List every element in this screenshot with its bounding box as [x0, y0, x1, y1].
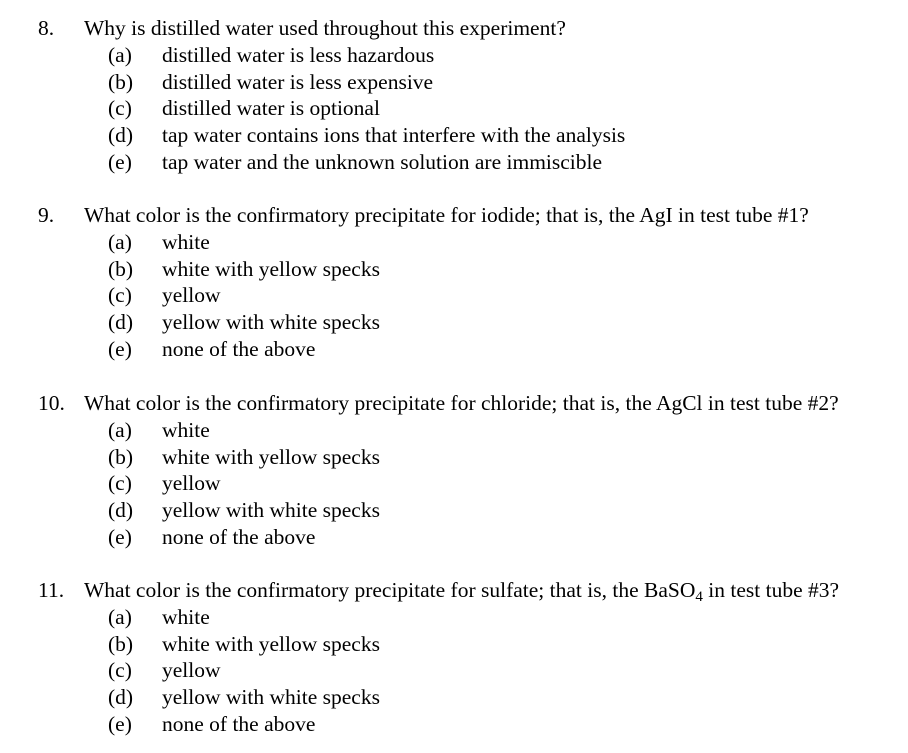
option-letter: (d)	[108, 498, 134, 523]
question-number: 9.	[38, 203, 55, 227]
question-text: What color is the confirmatory precipitate for chloride; that is, the AgCl in test tube #2?	[84, 391, 839, 415]
option-a	[0, 229, 908, 256]
question-text-before: What color is the confirmatory precipitate for sulfate; that is, the BaSO	[84, 578, 696, 602]
question-number: 10.	[38, 391, 65, 415]
option-d	[0, 122, 908, 149]
option-b	[0, 444, 908, 471]
question-number: 11.	[38, 578, 65, 602]
option-letter: (c)	[108, 283, 132, 308]
option-e	[0, 524, 908, 551]
option-c	[0, 657, 908, 684]
option-letter: (c)	[108, 658, 132, 683]
question-text: Why is distilled water used throughout this experiment?	[84, 16, 566, 40]
option-letter: (d)	[108, 310, 134, 335]
option-text: none of the above	[162, 336, 316, 361]
question-11	[0, 577, 908, 737]
question-number: 8.	[38, 16, 55, 40]
option-text: white	[162, 605, 210, 629]
option-text: white with yellow specks	[162, 631, 380, 656]
option-b	[0, 631, 908, 658]
option-c	[0, 470, 908, 497]
question-header	[0, 15, 908, 42]
question-text-after: in test tube #3?	[702, 578, 840, 602]
question-text: What color is the confirmatory precipitate for iodide; that is, the AgI in test tube #1?	[84, 203, 809, 227]
question-text	[84, 577, 839, 604]
option-a	[0, 417, 908, 444]
option-letter: (c)	[108, 96, 132, 121]
option-text: none of the above	[162, 524, 316, 549]
option-d	[0, 309, 908, 336]
option-letter: (b)	[108, 69, 134, 94]
option-letter: (e)	[108, 336, 132, 361]
option-text: yellow	[162, 658, 221, 683]
option-letter: (a)	[108, 605, 132, 629]
option-letter: (c)	[108, 471, 132, 496]
option-letter: (e)	[108, 149, 132, 174]
option-e	[0, 336, 908, 363]
option-d	[0, 497, 908, 524]
option-e	[0, 149, 908, 176]
option-b	[0, 256, 908, 283]
option-text: white	[162, 230, 210, 254]
option-text: yellow with white specks	[162, 685, 380, 710]
option-letter: (a)	[108, 43, 132, 67]
question-8	[0, 15, 908, 175]
question-header	[0, 202, 908, 229]
option-a	[0, 604, 908, 631]
option-text: distilled water is less expensive	[162, 69, 434, 94]
option-b	[0, 69, 908, 96]
option-letter: (e)	[108, 524, 132, 549]
option-letter: (a)	[108, 418, 132, 442]
option-text: yellow with white specks	[162, 498, 380, 523]
option-text: tap water and the unknown solution are immiscible	[162, 149, 603, 174]
option-c	[0, 282, 908, 309]
option-text: white with yellow specks	[162, 444, 380, 469]
option-e	[0, 711, 908, 738]
option-letter: (b)	[108, 631, 134, 656]
option-text: distilled water is optional	[162, 96, 380, 121]
option-text: white	[162, 418, 210, 442]
option-text: distilled water is less hazardous	[162, 43, 435, 67]
question-header	[0, 390, 908, 417]
option-text: yellow	[162, 283, 221, 308]
subscript: 4	[695, 588, 703, 605]
option-letter: (b)	[108, 256, 134, 281]
option-letter: (a)	[108, 230, 132, 254]
option-a	[0, 42, 908, 69]
question-9	[0, 202, 908, 362]
question-header	[0, 577, 908, 604]
option-letter: (d)	[108, 123, 134, 148]
option-text: tap water contains ions that interfere with the analysis	[162, 123, 626, 148]
option-d	[0, 684, 908, 711]
option-text: none of the above	[162, 711, 316, 736]
option-letter: (d)	[108, 685, 134, 710]
option-text: yellow with white specks	[162, 310, 380, 335]
option-text: white with yellow specks	[162, 256, 380, 281]
question-10	[0, 390, 908, 550]
option-text: yellow	[162, 471, 221, 496]
option-c	[0, 95, 908, 122]
option-letter: (e)	[108, 711, 132, 736]
option-letter: (b)	[108, 444, 134, 469]
